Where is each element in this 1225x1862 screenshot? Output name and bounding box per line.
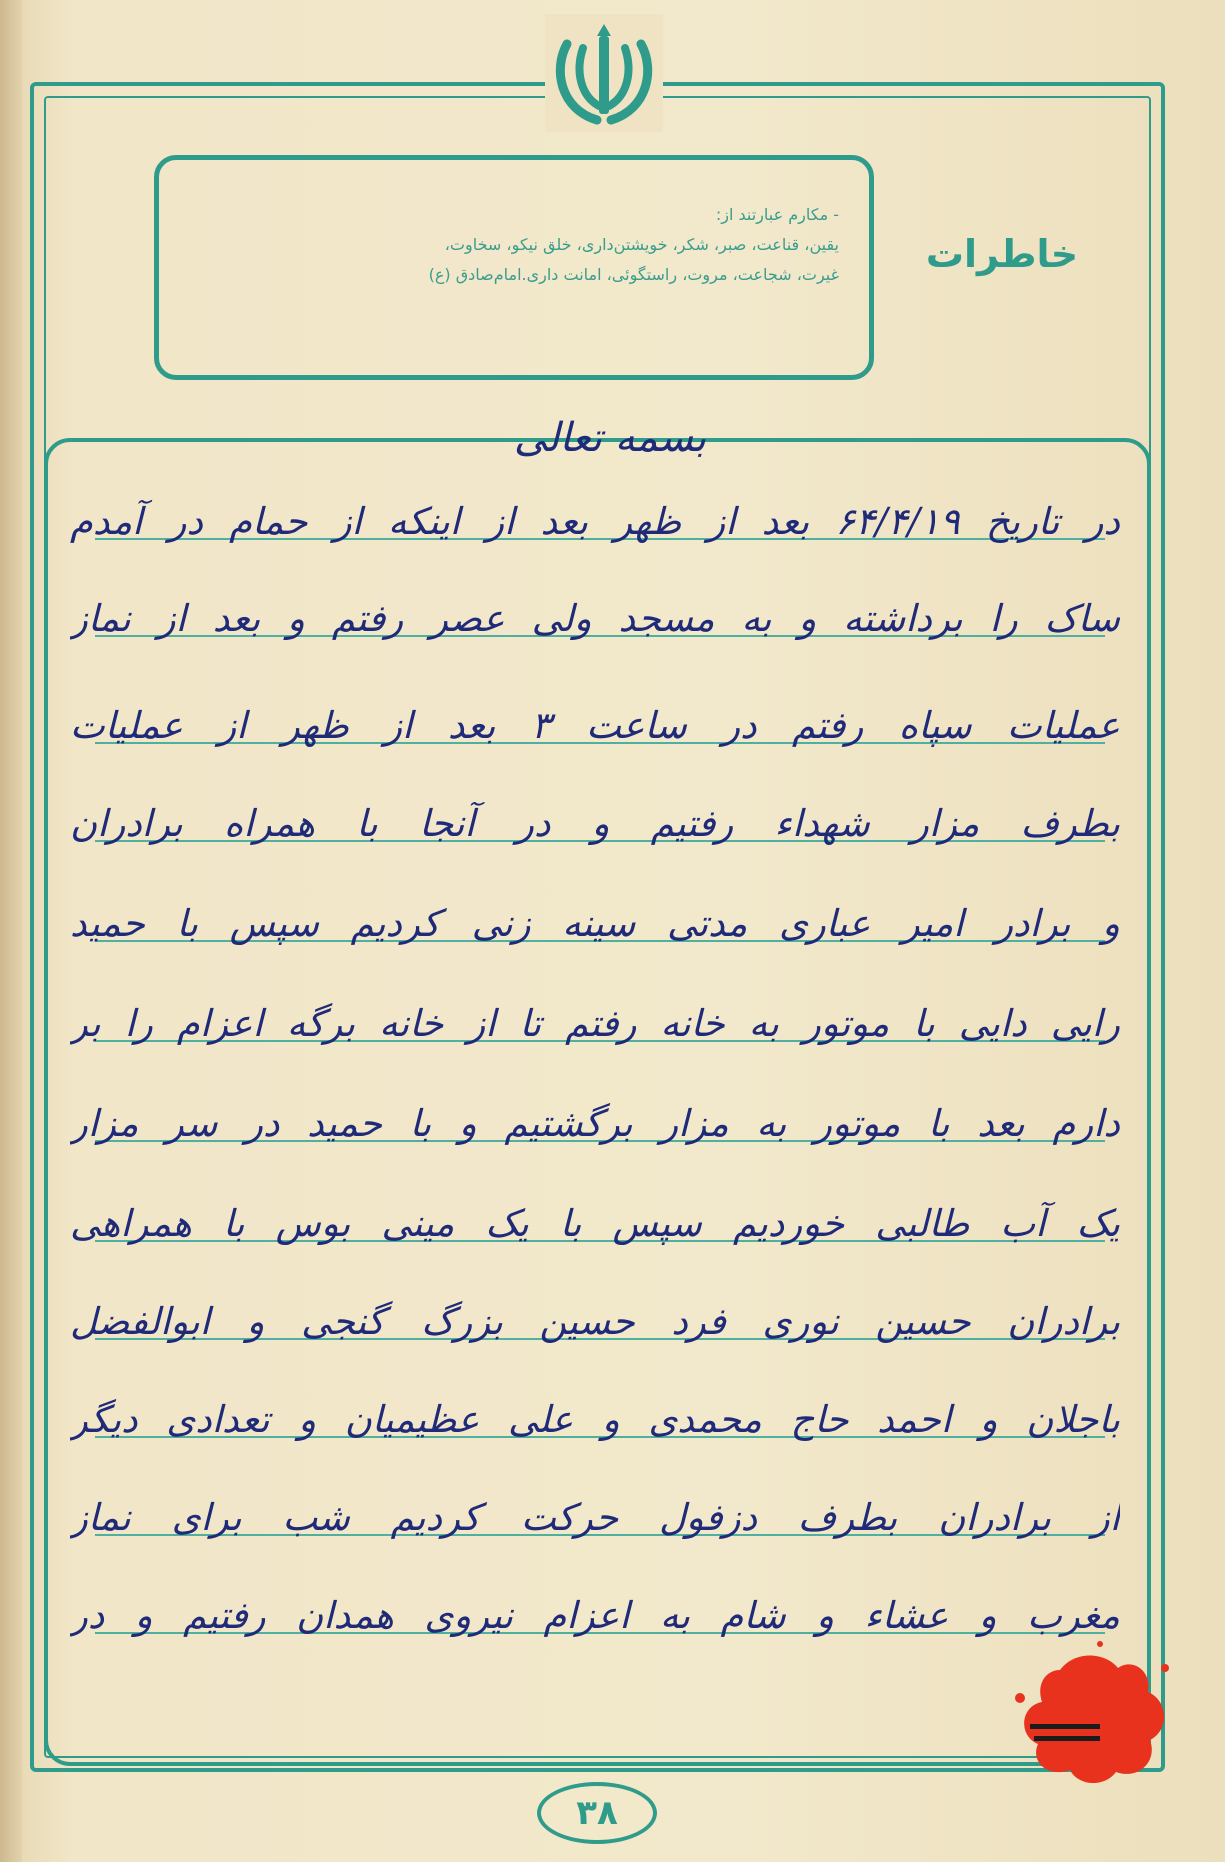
- page-number: ۳۸: [537, 1782, 657, 1844]
- quote-line: - مکارم عبارتند از:: [715, 205, 839, 224]
- handwritten-line: عملیات سپاه رفتم در ساعت ۳ بعد از ظهر از عملیات: [70, 704, 1120, 747]
- handwritten-line: باجلان و احمد حاج محمدی و علی عظیمیان و تعدادی دیگر: [70, 1398, 1120, 1441]
- handwritten-line: مغرب و عشاء و شام به اعزام نیروی همدان رفتیم و در: [70, 1594, 1120, 1637]
- quote-box: [154, 155, 874, 380]
- handwritten-line: ساک را برداشته و به مسجد ولی عصر رفتم و بعد از نماز: [70, 597, 1120, 640]
- emblem-icon: [545, 14, 663, 132]
- handwritten-line: و برادر امیر عباری مدتی سینه زنی کردیم سپس با حمید: [70, 902, 1120, 945]
- quote-line: یقین، قناعت، صبر، شکر، خویشتن‌داری، خلق نیکو، سخاوت،: [444, 235, 839, 254]
- handwritten-line: از برادران بطرف دزفول حرکت کردیم شب برای نماز: [70, 1496, 1120, 1539]
- handwritten-line: یک آب طالبی خوردیم سپس با یک مینی بوس با همراهی: [70, 1202, 1120, 1245]
- handwritten-line: دارم بعد با موتور به مزار برگشتیم و با حمید در سر مزار: [70, 1102, 1120, 1145]
- blood-drop-icon: [1000, 1640, 1180, 1790]
- quote-line: غیرت، شجاعت، مروت، راستگوئی، امانت داری.امام‌صادق (ع): [428, 265, 839, 284]
- handwritten-line: برادران حسین نوری فرد حسین بزرگ گنجی و ابوالفضل: [70, 1300, 1120, 1343]
- letter-heading: بسمه تعالی: [513, 415, 707, 461]
- section-title: خاطرات: [925, 232, 1079, 276]
- handwritten-line: بطرف مزار شهداء رفتیم و در آنجا با همراه برادران: [70, 802, 1120, 845]
- handwritten-line: در تاریخ ۶۴/۴/۱۹ بعد از ظهر بعد از اینکه از حمام در آمدم: [70, 500, 1120, 543]
- page-spine-shadow: [0, 0, 22, 1862]
- handwritten-line: رایی دایی با موتور به خانه رفتم تا از خانه برگه اعزام را بر: [70, 1002, 1120, 1045]
